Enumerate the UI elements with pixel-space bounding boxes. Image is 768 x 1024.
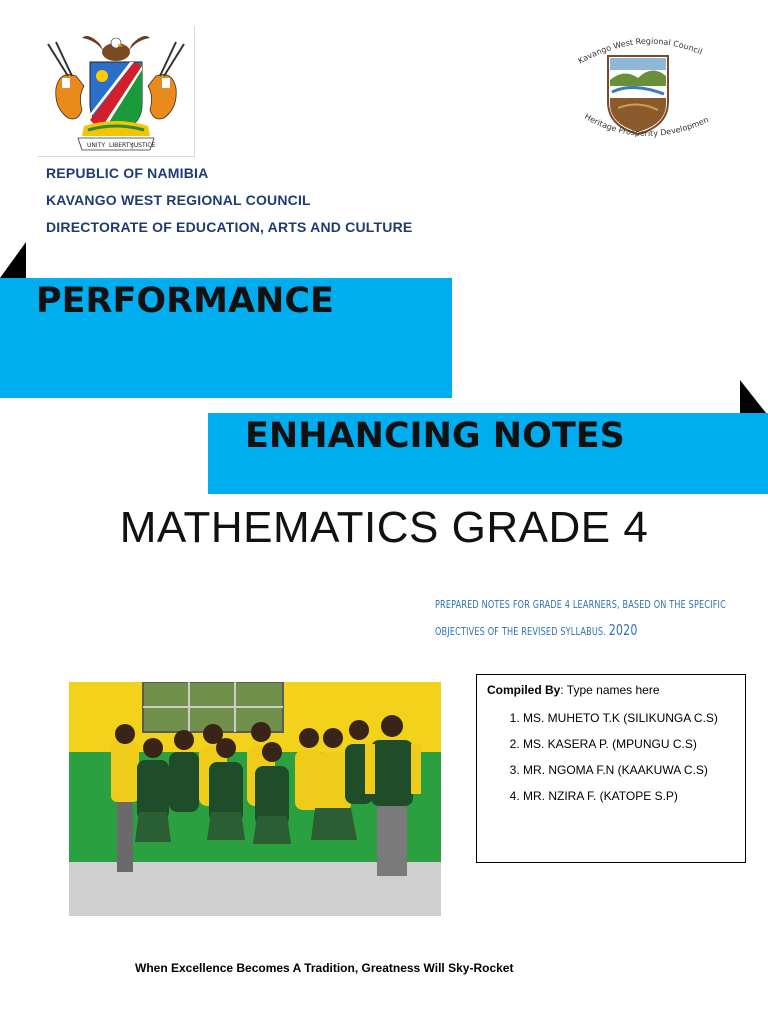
title-performance: PERFORMANCE <box>36 281 334 321</box>
header-council: KAVANGO WEST REGIONAL COUNCIL <box>46 192 311 208</box>
compiler-name: 4. MR. NZIRA F. (KATOPE S.P) <box>523 789 735 803</box>
prepared-line-2 <box>435 621 638 639</box>
coat-scroll-word: UNITY <box>87 142 105 149</box>
compiler-name: 1. MS. MUHETO T.K (SILIKUNGA C.S) <box>523 711 735 725</box>
corner-triangle-left <box>0 242 28 283</box>
compiler-list <box>487 711 735 803</box>
coat-scroll-word: LIBERTY <box>109 142 134 149</box>
title-enhancing-notes: ENHANCING NOTES <box>245 416 625 456</box>
coat-scroll-word: JUSTICE <box>132 142 156 149</box>
namibia-coat-of-arms <box>38 26 195 157</box>
header-country: REPUBLIC OF NAMIBIA <box>46 165 209 181</box>
compiler-name: 2. MS. KASERA P. (MPUNGU C.S) <box>523 737 735 751</box>
kavango-west-council-logo <box>572 34 712 146</box>
prepared-line-2-text: OBJECTIVES OF THE REVISED SYLLABUS. <box>435 625 606 638</box>
title-band-enhancing <box>208 413 768 494</box>
compiled-by-box <box>476 674 746 863</box>
main-title: MATHEMATICS GRADE 4 <box>119 503 649 552</box>
prepared-line-1: PREPARED NOTES FOR GRADE 4 LEARNERS, BASED ON THE SPECIFIC <box>435 598 726 611</box>
title-band-performance <box>0 278 452 398</box>
compiled-by-label: Compiled By <box>487 683 561 697</box>
compiler-name: 3. MR. NGOMA F.N (KAAKUWA C.S) <box>523 763 735 777</box>
learners-photo <box>69 682 441 916</box>
council-bottom-text: Heritage Prosperity Developmen <box>583 111 711 139</box>
header-directorate: DIRECTORATE OF EDUCATION, ARTS AND CULTURE <box>46 219 413 235</box>
council-top-text: Kavango West Regional Council <box>576 36 704 66</box>
footer-slogan: When Excellence Becomes A Tradition, Greatness Will Sky-Rocket <box>135 961 514 975</box>
prepared-year: 2020 <box>608 621 638 639</box>
compiled-by-hint: : Type names here <box>560 683 660 697</box>
compiled-by-heading <box>487 683 735 697</box>
